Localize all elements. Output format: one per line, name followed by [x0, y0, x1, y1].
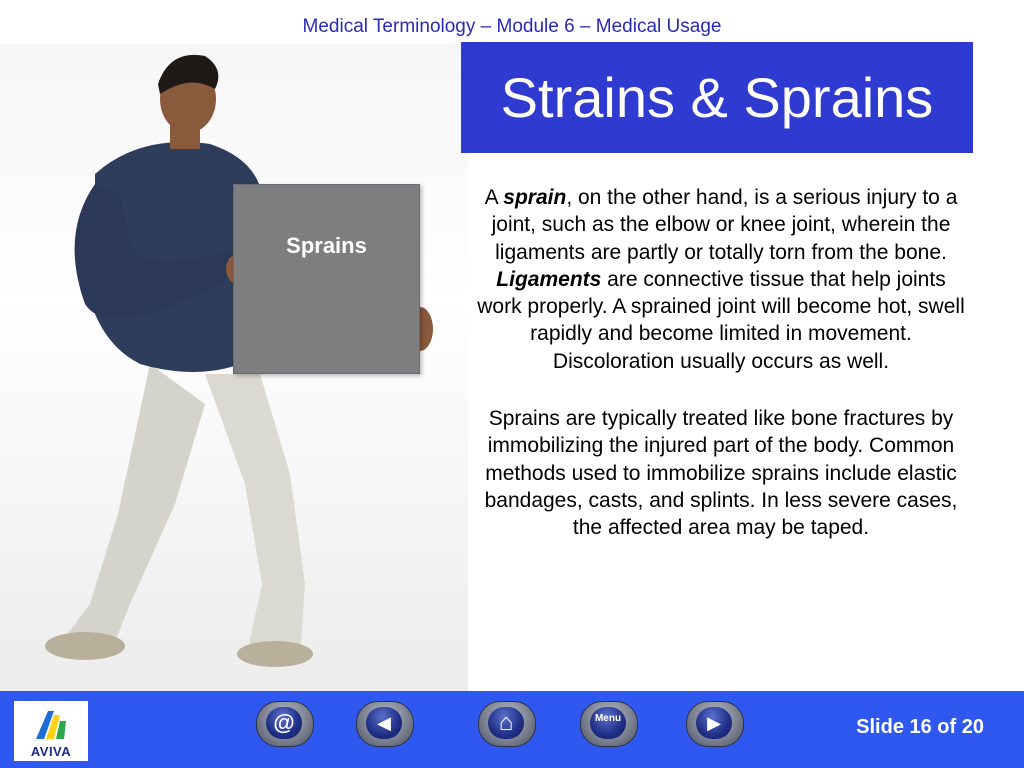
slide-body: [472, 184, 970, 572]
sign-label: Sprains: [286, 233, 367, 258]
text-run: , on the other hand, is a serious injury to a joint, such as the elbow or knee joint, wherein the ligaments are partly or totally torn from the bone.: [491, 186, 958, 264]
left-shoe: [45, 632, 125, 660]
aviva-logo: [14, 701, 88, 761]
term-ligaments: Ligaments: [496, 267, 602, 291]
text-run: Sprains are typically treated like bone fractures by immobilizing the injured part of the body. Common methods used to immobilize sprains include elastic bandages, casts, and splints. In less severe cases, the affected area may be taped.: [484, 407, 958, 540]
back-button[interactable]: [356, 701, 414, 747]
arrow-left-icon: ◀: [366, 707, 402, 739]
menu-button[interactable]: [580, 701, 638, 747]
text-run: are connective tissue that help joints work properly. A sprained joint will become hot, swell rapidly and become limited in movement. Discoloration usually occurs as well.: [477, 267, 965, 373]
slide-counter: Slide 16 of 20: [856, 716, 984, 738]
module-title: Medical Terminology – Module 6 – Medical Usage: [302, 16, 722, 37]
arrow-right-icon: ▶: [696, 707, 732, 739]
paragraph-treatment: [472, 405, 970, 541]
right-leg: [205, 374, 305, 656]
held-sign: [233, 184, 420, 374]
text-run: A: [484, 186, 504, 209]
module-header: [0, 0, 1024, 44]
home-icon: ⌂: [488, 707, 524, 739]
navigation-footer: [0, 691, 1024, 768]
paragraph-sprain-definition: [472, 184, 970, 375]
title-banner: [461, 42, 973, 153]
illustration-photo: [0, 44, 468, 691]
term-sprain: sprain: [503, 186, 567, 209]
logo-text: AVIVA: [30, 744, 72, 759]
menu-icon: Menu: [590, 707, 626, 739]
left-leg: [60, 364, 205, 654]
right-shoe: [237, 641, 313, 667]
home-button[interactable]: [478, 701, 536, 747]
next-button[interactable]: [686, 701, 744, 747]
aviva-logo-mark: [14, 701, 88, 745]
email-button[interactable]: [256, 701, 314, 747]
slide-title: Strains & Sprains: [500, 66, 934, 129]
at-sign-icon: @: [266, 707, 302, 739]
